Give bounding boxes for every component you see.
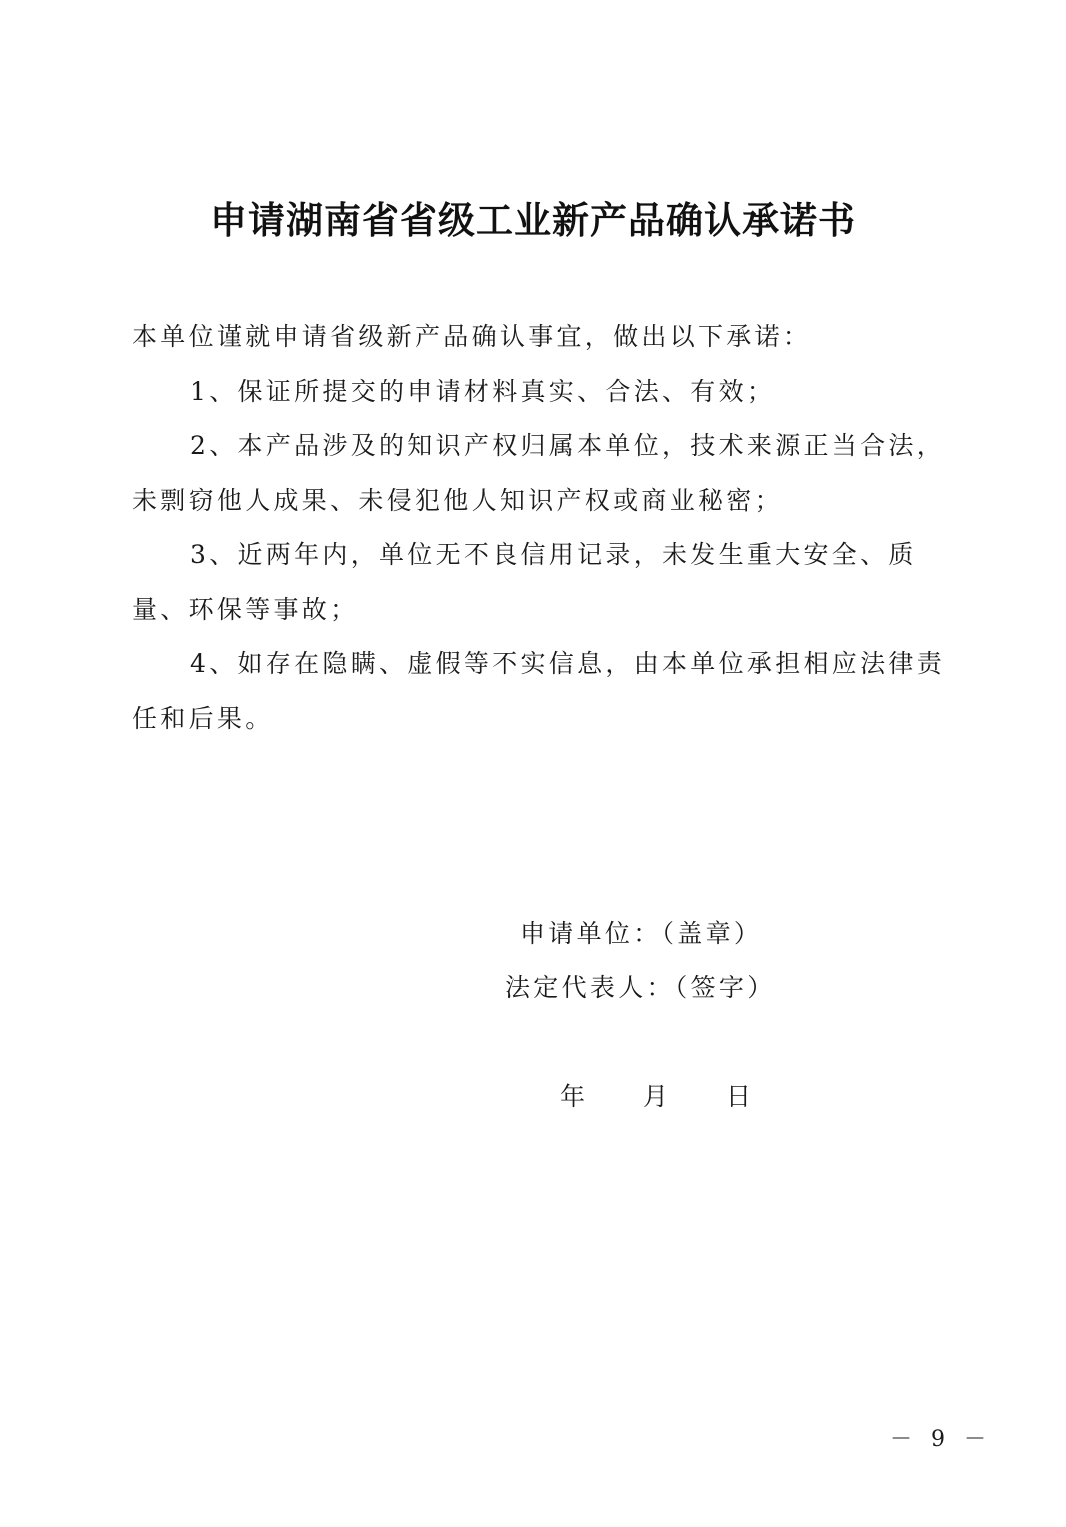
page-number: － 9 － xyxy=(890,1427,992,1452)
date-line xyxy=(560,1077,751,1113)
commitment-item-3: 3、近两年内，单位无不良信用记录，未发生重大安全、质量、环保等事故； xyxy=(132,540,917,624)
applicant-unit-seal-line: 申请单位：（盖章） xyxy=(520,919,763,948)
commitment-item-4: 4、如存在隐瞒、虚假等不实信息，由本单位承担相应法律责任和后果。 xyxy=(132,649,946,733)
commitment-item-1: 1、保证所提交的申请材料真实、合法、有效； xyxy=(190,376,776,406)
legal-representative-signature-line: 法定代表人：（签字） xyxy=(505,973,776,1002)
date-day-label: 日 xyxy=(725,1082,751,1111)
document-title: 申请湖南省省级工业新产品确认承诺书 xyxy=(210,199,856,242)
intro-paragraph: 本单位谨就申请省级新产品确认事宜，做出以下承诺： xyxy=(132,322,812,351)
date-month-label: 月 xyxy=(642,1082,668,1111)
document-body xyxy=(132,310,962,746)
date-year-label: 年 xyxy=(560,1082,586,1111)
commitment-item-2: 2、本产品涉及的知识产权归属本单位，技术来源正当合法，未剽窃他人成果、未侵犯他人知识产权或商业秘密； xyxy=(132,431,946,515)
